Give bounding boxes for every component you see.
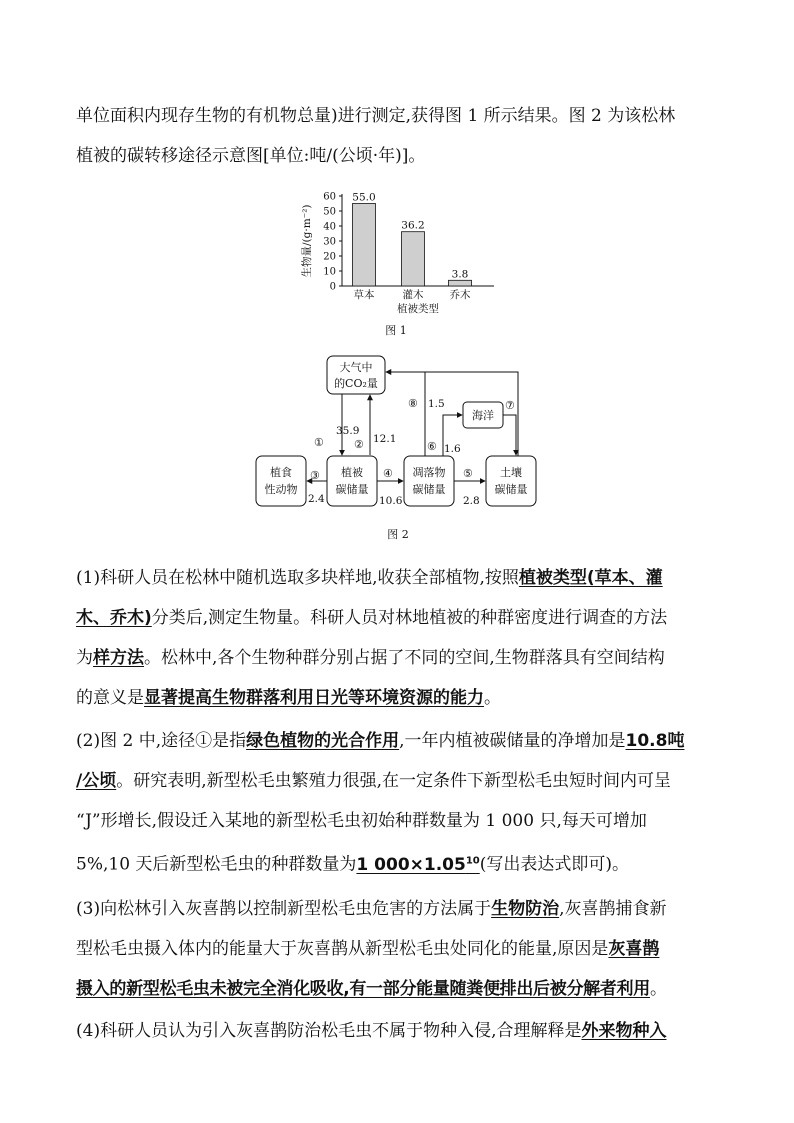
bar-value-label: 36.2 xyxy=(401,219,425,232)
q2-line-1 xyxy=(76,725,720,757)
q3-answer-2b: 摄入的新型松毛虫未被完全消化吸收,有一部分能量随粪便排出后被分解者利用 xyxy=(76,979,650,999)
q2-answer-2b: /公顷 xyxy=(76,771,117,791)
path-label-2: ② xyxy=(354,438,364,451)
category-label: 乔木 xyxy=(449,289,471,301)
q1-answer-2: 样方法 xyxy=(93,648,144,668)
arrow-path-7 xyxy=(503,415,516,455)
q4-answer-1: 外来物种入 xyxy=(581,1021,667,1041)
q1-text-b: 分类后,测定生物量。科研人员对林地植被的种群密度进行调查的方法 xyxy=(151,608,668,628)
y-axis-label-text: 生物量/(g·m⁻²) xyxy=(301,204,313,278)
q1-answer-1b: 木、乔木) xyxy=(76,608,152,628)
q1-line-2 xyxy=(76,602,720,634)
value-path-4: 10.6 xyxy=(379,495,403,507)
box-litter-line-2: 碳储量 xyxy=(412,483,446,496)
q2-line-4 xyxy=(76,845,720,881)
box-ocean-label: 海洋 xyxy=(472,409,494,422)
value-path-6: 1.6 xyxy=(444,443,461,455)
box-soil-line-2: 碳储量 xyxy=(494,483,528,496)
q2-text-d: “J”形增长,假设迁入某地的新型松毛虫初始种群数量为 1 000 只,每天可增加 xyxy=(76,811,647,831)
figure-2-carbon-diagram xyxy=(250,352,550,524)
q2-answer-3-base: 1 000×1.05 xyxy=(356,854,466,875)
bar-1 xyxy=(402,232,425,286)
path-label-8: ⑧ xyxy=(408,397,418,410)
q1-line-1 xyxy=(76,562,720,594)
q2-text-a: (2)图 2 中,途径①是指 xyxy=(76,731,247,751)
q3-text-d: 。 xyxy=(649,979,667,999)
q4-line-1 xyxy=(76,1015,720,1047)
q3-line-1 xyxy=(76,893,720,925)
path-label-5: ⑤ xyxy=(463,467,473,480)
q1-answer-1a: 植被类型(草本、灌 xyxy=(518,568,663,588)
q2-answer-1: 绿色植物的光合作用 xyxy=(246,731,400,751)
box-soil-line-1: 土壤 xyxy=(500,466,522,479)
box-vegetation-line-2: 碳储量 xyxy=(335,483,369,496)
figure-1-bar-chart xyxy=(290,186,510,321)
q2-line-3 xyxy=(76,805,720,837)
figure-2-caption: 图 2 xyxy=(387,528,409,541)
y-tick-label: 20 xyxy=(323,251,336,263)
box-soil xyxy=(486,456,536,506)
x-axis-label: 植被类型 xyxy=(397,303,439,315)
y-tick-label: 30 xyxy=(323,236,336,248)
value-path-1: 35.9 xyxy=(336,425,360,437)
q1-text-f: 。 xyxy=(484,688,501,708)
q2-answer-3 xyxy=(356,855,479,875)
value-path-5: 2.8 xyxy=(463,495,480,507)
q1-answer-3: 显著提高生物群落利用日光等环境资源的能力 xyxy=(144,688,484,708)
q2-text-c: 。研究表明,新型松毛虫繁殖力很强,在一定条件下新型松毛虫短时间内可呈 xyxy=(116,771,672,791)
y-tick-label: 50 xyxy=(323,206,336,218)
q2-text-e: 5%,10 天后新型松毛虫的种群数量为 xyxy=(76,854,357,875)
y-tick-label: 10 xyxy=(323,266,336,278)
q1-text-e: 的意义是 xyxy=(76,688,144,708)
category-label: 草本 xyxy=(353,289,375,301)
figure-1-caption: 图 1 xyxy=(385,324,407,337)
value-path-2: 12.1 xyxy=(373,433,397,445)
box-herbivore-line-2: 性动物 xyxy=(264,483,298,496)
box-vegetation-line-1: 植被 xyxy=(341,466,363,479)
q2-answer-2a: 10.8吨 xyxy=(625,731,685,751)
bar-2 xyxy=(449,280,472,286)
y-axis-label xyxy=(300,205,313,278)
bar-0 xyxy=(353,204,376,287)
q1-text-c: 为 xyxy=(76,648,93,668)
box-atmosphere-line-2: 的CO₂量 xyxy=(334,377,378,390)
box-atmosphere-line-1: 大气中 xyxy=(339,361,373,374)
intro-line-2: 植被的碳转移途径示意图[单位:吨/(公顷·年)]。 xyxy=(76,146,426,166)
q1-text-d: 。松林中,各个生物种群分别占据了不同的空间,生物群落具有空间结构 xyxy=(144,648,665,668)
q3-text-c: 型松毛虫摄入体内的能量大于灰喜鹊从新型松毛虫处同化的能量,原因是 xyxy=(76,939,609,959)
box-litter-line-1: 凋落物 xyxy=(412,466,446,479)
y-tick-label: 0 xyxy=(329,281,336,293)
path-label-4: ④ xyxy=(383,467,393,480)
path-label-3: ③ xyxy=(310,469,320,482)
path-label-7: ⑦ xyxy=(505,399,515,412)
q2-answer-3-exponent: 10 xyxy=(465,855,480,866)
box-herbivore xyxy=(256,456,306,506)
value-path-3: 2.4 xyxy=(308,493,325,505)
intro-line-1: 单位面积内现存生物的有机物总量)进行测定,获得图 1 所示结果。图 2 为该松林 xyxy=(76,106,676,126)
path-label-1: ① xyxy=(314,436,324,449)
q4-text-a: (4)科研人员认为引入灰喜鹊防治松毛虫不属于物种入侵,合理解释是 xyxy=(76,1021,582,1041)
box-litter xyxy=(404,456,454,506)
bar-value-label: 3.8 xyxy=(451,268,469,281)
q1-line-4 xyxy=(76,682,720,714)
q3-line-3 xyxy=(76,973,720,1005)
value-path-8: 1.5 xyxy=(428,398,445,410)
q3-answer-2a: 灰喜鹊 xyxy=(608,939,660,959)
box-vegetation xyxy=(327,456,377,506)
category-label: 灌木 xyxy=(402,289,424,301)
q3-text-a: (3)向松林引入灰喜鹊以控制新型松毛虫危害的方法属于 xyxy=(76,899,492,919)
q3-line-2 xyxy=(76,933,720,965)
q2-text-b: ,一年内植被碳储量的净增加是 xyxy=(399,731,626,751)
box-herbivore-line-1: 植食 xyxy=(270,466,292,479)
y-tick-label: 40 xyxy=(323,221,336,233)
q1-line-3 xyxy=(76,642,720,674)
y-tick-label: 60 xyxy=(323,191,336,203)
path-label-6: ⑥ xyxy=(427,440,437,453)
q1-text-a: (1)科研人员在松林中随机选取多块样地,收获全部植物,按照 xyxy=(76,568,519,588)
q2-line-2 xyxy=(76,765,720,797)
q2-text-f: (写出表达式即可)。 xyxy=(479,854,630,875)
q3-answer-1: 生物防治 xyxy=(491,899,560,919)
bar-value-label: 55.0 xyxy=(352,191,376,204)
q3-text-b: ,灰喜鹊捕食新 xyxy=(559,899,667,919)
